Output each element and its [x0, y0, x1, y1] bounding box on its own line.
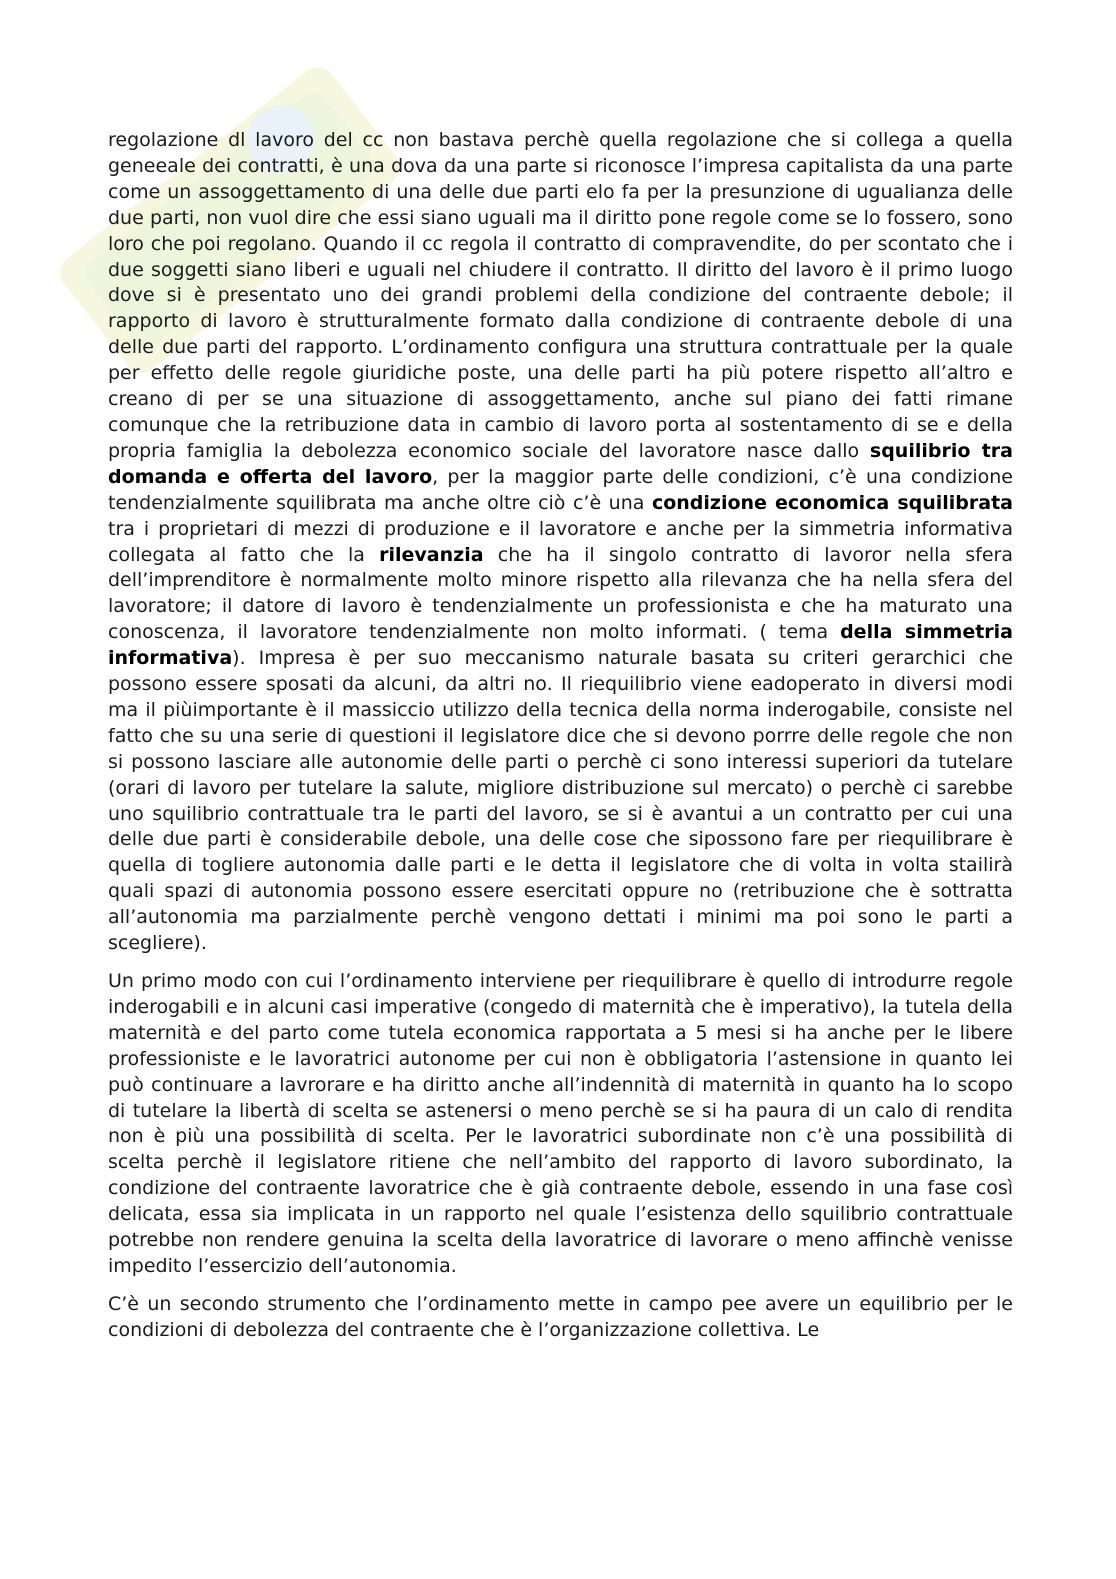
text-run: Un primo modo con cui l’ordinamento interviene per riequilibrare è quello di introdurre regole inderogabili e in alcuni casi imperative (congedo di maternità che è imperativo), la tutela della maternità e del parto come tutela economica rapportata a 5 mesi si ha anche per le libere professioniste e le lavoratrici autonome per cui non è obbligatoria l’astensione in quanto lei può continuare a lavrorare e ha diritto anche all’indennità di maternità in quanto ha lo scopo di tutelare la libertà di scelta se astenersi o meno perchè se si ha paura di un calo di rendita non è più una possibilità di scelta. Per le lavoratrici subordinate non c’è una possibilità di scelta perchè il legislatore ritiene che nell’ambito del rapporto di lavoro subordinato, la condizione del contraente lavoratrice che è già contraente debole, essendo in una fase così delicata, essa sia implicata in un rapporto nel quale l’esistenza dello squilibrio contrattuale potrebbe non rendere genuina la scelta della lavoratrice di lavorare o meno affinchè venisse impedito l’essercizio dell’autonomia. — [108, 970, 1013, 1277]
text-run: ). Impresa è per suo meccanismo naturale basata su criteri gerarchici che possono essere sposati da alcuni, da altri no. Il riequilibrio viene eadoperato in diversi modi ma il piùimportante è il massiccio utilizzo della tecnica della norma inderogabile, consiste nel fatto che su una serie di questioni il legislatore dice che si devono porrre delle regole che non si possono lasciare alle autonomie delle parti o perchè ci sono interessi superiori da tutelare (orari di lavoro per tutelare la salute, migliore distribuzione sul mercato) o perchè ci sarebbe uno squilibrio contrattuale tra le parti del lavoro, se si è avantui a un contratto per cui una delle due parti è considerabile debole, una delle cose che sipossono fare per riequilibrare è quella di togliere autonomia dalle parti e le detta il legislatore che di volta in volta stailirà quali spazi di autonomia possono essere esercitati oppure no (retribuzione che è sottratta all’autonomia ma parzialmente perchè vengono dettati i minimi ma poi sono le parti a scegliere). — [108, 647, 1013, 955]
bold-term: condizione economica squilibrata — [651, 491, 1013, 514]
bold-term: squilibrio tra domanda e offerta del lavoro — [108, 439, 1014, 488]
text-run: che ha il singolo contratto di lavoror nella sfera dell’imprenditore è normalmente molto minore rispetto alla rilevanza che ha nella sfera del lavoratore; il datore di lavoro è tendenzialmente un professionista e che ha maturato una conoscenza, il lavoratore tendenzialmente non molto informati. ( tema — [108, 543, 1013, 644]
paragraph — [108, 128, 1013, 957]
paragraph — [108, 1292, 1013, 1344]
bold-term: della simmetria informativa — [108, 621, 1013, 670]
text-run: tra i proprietari di mezzi di produzione e il lavoratore e anche per la simmetria informativa collegata al fatto che la — [108, 517, 1013, 566]
text-run: C’è un secondo strumento che l’ordinamento mette in campo pee avere un equilibrio per le condizioni di debolezza del contraente che è l’organizzazione collettiva. Le — [108, 1292, 1013, 1341]
bold-term: rilevanzia — [379, 543, 484, 566]
text-run: regolazione dl lavoro del cc non bastava perchè quella regolazione che si collega a quella geneeale dei contratti, è una dova da una parte si riconosce l’impresa capitalista da una parte come un assoggettamento di una delle due parti elo fa per la presunzione di ugualianza delle due parti, non vuol dire che essi siano uguali ma il diritto pone regole come se lo fossero, sono loro che poi regolano. Quando il cc regola il contratto di compravendite, do per scontato che i due soggetti siano liberi e uguali nel chiudere il contratto. Il diritto del lavoro è il primo luogo dove si è presentato uno dei grandi problemi della condizione del contraente debole; il rapporto di lavoro è strutturalmente formato dalla condizione di contraente debole di una delle due parti del rapporto. L’ordinamento configura una struttura contrattuale per la quale per effetto delle regole giuridiche poste, una delle parti ha più potere rispetto all’altro e creano di per se una situazione di assoggettamento, anche sul piano dei fatti rimane comunque che la retribuzione data in cambio di lavoro porta al sostentamento di se e della propria famiglia la debolezza economico sociale del lavoratore nasce dallo — [108, 129, 1013, 462]
paragraph — [108, 969, 1013, 1280]
text-run: , per la maggior parte delle condizioni, c’è una condizione tendenzialmente squilibrata ma anche oltre ciò c’è una — [108, 465, 1013, 514]
document-body — [108, 128, 1013, 1356]
